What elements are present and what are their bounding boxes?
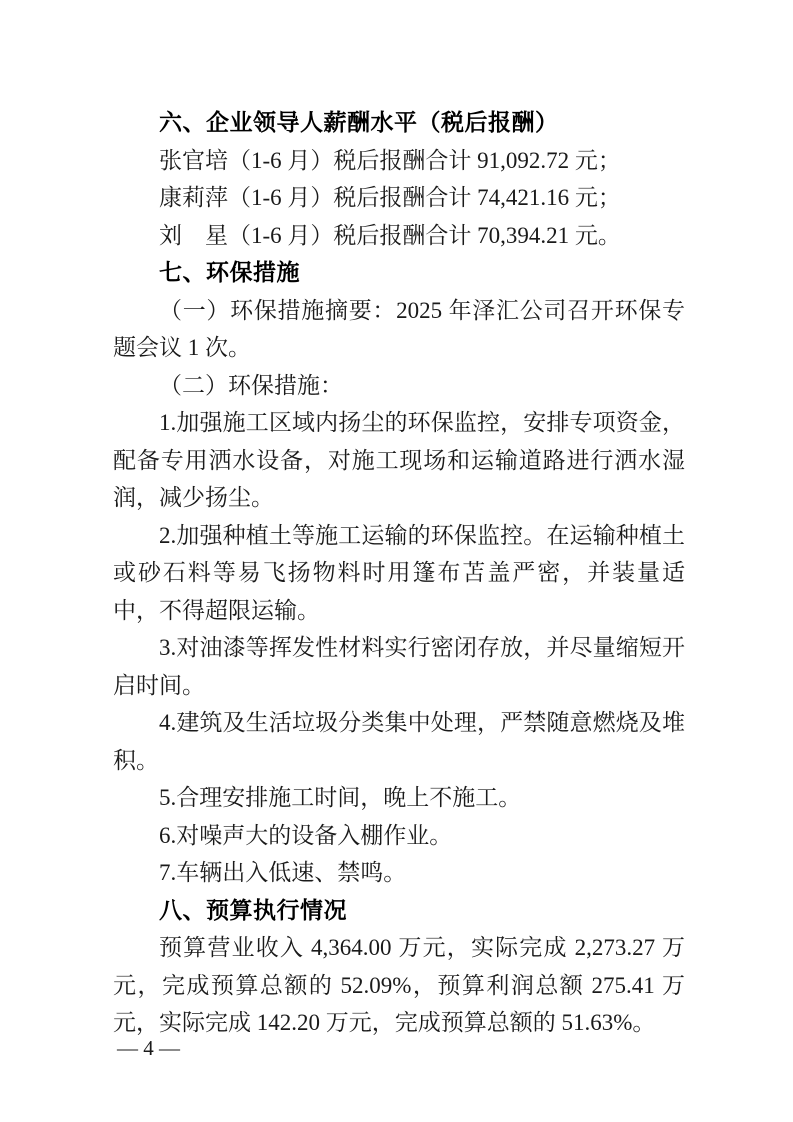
env-measure-item-3: 3.对油漆等挥发性材料实行密闭存放，并尽量缩短开启时间。	[113, 635, 685, 698]
env-measure-item-5: 5.合理安排施工时间，晚上不施工。	[159, 785, 522, 810]
salary-line-kang: 康莉萍（1-6 月）税后报酬合计 74,421.16 元；	[159, 185, 621, 210]
env-measure-item-4: 4.建筑及生活垃圾分类集中处理，严禁随意燃烧及堆积。	[113, 710, 685, 773]
salary-line-zhang: 张官培（1-6 月）税后报酬合计 91,092.72 元；	[159, 147, 621, 173]
env-measures-label: （二）环保措施：	[159, 372, 343, 398]
document-body	[113, 104, 685, 1042]
page-number: — 4 —	[117, 1036, 180, 1060]
budget-execution-para: 预算营业收入 4,364.00 万元，实际完成 2,273.27 万元，完成预算总额的 52.09%，预算利润总额 275.41 万元，实际完成 142.20 万元，完成预算总额的 51.63%。	[113, 935, 685, 1035]
env-measure-item-2: 2.加强种植土等施工运输的环保监控。在运输种植土或砂石料等易飞扬物料时用篷布苫盖严密，并装量适中，不得超限运输。	[113, 522, 685, 623]
env-measure-item-1: 1.加强施工区域内扬尘的环保监控，安排专项资金，配备专用洒水设备，对施工现场和运输道路进行洒水湿润，减少扬尘。	[113, 410, 685, 510]
env-measures-summary: （一）环保措施摘要：2025 年泽汇公司召开环保专题会议 1 次。	[113, 297, 685, 360]
section-eight-heading: 八、预算执行情况	[159, 896, 347, 923]
section-seven-heading: 七、环保措施	[159, 259, 300, 285]
salary-line-liu: 刘 星（1-6 月）税后报酬合计 70,394.21 元。	[159, 222, 621, 248]
env-measure-item-7: 7.车辆出入低速、禁鸣。	[159, 860, 407, 885]
env-measure-item-6: 6.对噪声大的设备入棚作业。	[159, 822, 453, 848]
section-six-heading: 六、企业领导人薪酬水平（税后报酬）	[159, 109, 559, 135]
